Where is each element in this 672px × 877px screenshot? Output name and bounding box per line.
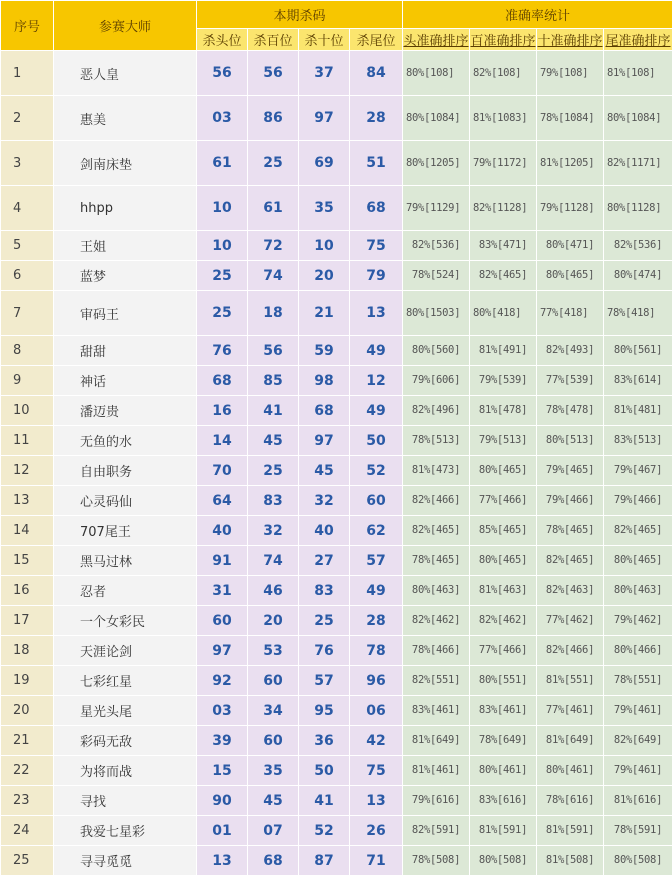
kill-number: 96 xyxy=(350,666,403,696)
table-row xyxy=(1,486,672,516)
kill-number: 49 xyxy=(350,336,403,366)
accuracy-value: 83%[461] xyxy=(470,696,537,726)
kill-number: 71 xyxy=(350,846,403,876)
accuracy-value: 80%[474] xyxy=(604,261,672,291)
accuracy-value: 82%[466] xyxy=(537,636,604,666)
row-index: 21 xyxy=(1,726,54,756)
accuracy-value: 80%[1084] xyxy=(604,96,672,141)
kill-number: 25 xyxy=(248,141,299,186)
kill-number: 25 xyxy=(197,291,248,336)
kill-number: 75 xyxy=(350,756,403,786)
master-name: 星光头尾 xyxy=(54,696,197,726)
master-name: 一个女彩民 xyxy=(54,606,197,636)
accuracy-value: 82%[463] xyxy=(537,576,604,606)
accuracy-value: 83%[614] xyxy=(604,366,672,396)
accuracy-value: 78%[551] xyxy=(604,666,672,696)
kill-number: 70 xyxy=(197,456,248,486)
accuracy-value: 79%[467] xyxy=(604,456,672,486)
kill-number: 78 xyxy=(350,636,403,666)
kill-number: 10 xyxy=(197,186,248,231)
kill-number: 60 xyxy=(197,606,248,636)
accuracy-value: 83%[513] xyxy=(604,426,672,456)
accuracy-value: 78%[508] xyxy=(403,846,470,876)
accuracy-value: 82%[465] xyxy=(403,516,470,546)
header-accuracy-group: 准确率统计 xyxy=(403,1,672,29)
table-row xyxy=(1,816,672,846)
master-name: 寻找 xyxy=(54,786,197,816)
accuracy-value: 82%[649] xyxy=(604,726,672,756)
header-accuracy-col[interactable]: 十准确排序 xyxy=(537,29,604,51)
row-index: 25 xyxy=(1,846,54,876)
accuracy-value: 80%[1503] xyxy=(403,291,470,336)
kill-number: 74 xyxy=(248,546,299,576)
header-master: 参赛大师 xyxy=(54,1,197,51)
table-row xyxy=(1,186,672,231)
accuracy-value: 79%[616] xyxy=(403,786,470,816)
row-index: 12 xyxy=(1,456,54,486)
accuracy-value: 82%[465] xyxy=(537,546,604,576)
kill-number: 34 xyxy=(248,696,299,726)
accuracy-value: 79%[1128] xyxy=(537,186,604,231)
accuracy-value: 82%[493] xyxy=(537,336,604,366)
kill-number: 07 xyxy=(248,816,299,846)
header-kill-col: 杀十位 xyxy=(299,29,350,51)
header-accuracy-col[interactable]: 百准确排序 xyxy=(470,29,537,51)
row-index: 1 xyxy=(1,51,54,96)
kill-number: 62 xyxy=(350,516,403,546)
kill-number: 50 xyxy=(299,756,350,786)
accuracy-value: 80%[465] xyxy=(537,261,604,291)
accuracy-value: 78%[418] xyxy=(604,291,672,336)
accuracy-value: 81%[478] xyxy=(470,396,537,426)
accuracy-value: 80%[561] xyxy=(604,336,672,366)
row-index: 23 xyxy=(1,786,54,816)
table-row xyxy=(1,231,672,261)
kill-number: 25 xyxy=(299,606,350,636)
row-index: 9 xyxy=(1,366,54,396)
kill-number: 76 xyxy=(299,636,350,666)
kill-number: 49 xyxy=(350,396,403,426)
row-index: 8 xyxy=(1,336,54,366)
table-row xyxy=(1,576,672,606)
kill-number: 31 xyxy=(197,576,248,606)
master-name: hhpp xyxy=(54,186,197,231)
table-row xyxy=(1,426,672,456)
master-name: 恶人皇 xyxy=(54,51,197,96)
kill-number: 60 xyxy=(248,726,299,756)
table-row xyxy=(1,606,672,636)
row-index: 3 xyxy=(1,141,54,186)
accuracy-value: 82%[466] xyxy=(403,486,470,516)
accuracy-value: 82%[462] xyxy=(403,606,470,636)
kill-number: 46 xyxy=(248,576,299,606)
table-row xyxy=(1,141,672,186)
kill-number: 40 xyxy=(197,516,248,546)
accuracy-value: 80%[465] xyxy=(604,546,672,576)
accuracy-value: 80%[1084] xyxy=(403,96,470,141)
kill-number: 15 xyxy=(197,756,248,786)
accuracy-value: 82%[108] xyxy=(470,51,537,96)
kill-number: 97 xyxy=(197,636,248,666)
kill-number: 57 xyxy=(299,666,350,696)
kill-number: 86 xyxy=(248,96,299,141)
accuracy-value: 79%[1129] xyxy=(403,186,470,231)
table-row xyxy=(1,516,672,546)
kill-number: 79 xyxy=(350,261,403,291)
kill-number: 68 xyxy=(197,366,248,396)
table-row xyxy=(1,366,672,396)
kill-number: 52 xyxy=(350,456,403,486)
accuracy-value: 78%[616] xyxy=(537,786,604,816)
kill-number: 72 xyxy=(248,231,299,261)
kill-number: 90 xyxy=(197,786,248,816)
row-index: 5 xyxy=(1,231,54,261)
accuracy-value: 78%[513] xyxy=(403,426,470,456)
accuracy-value: 82%[496] xyxy=(403,396,470,426)
kill-number: 64 xyxy=(197,486,248,516)
master-name: 审码王 xyxy=(54,291,197,336)
kill-number: 21 xyxy=(299,291,350,336)
table-row xyxy=(1,456,672,486)
accuracy-value: 82%[551] xyxy=(403,666,470,696)
kill-number: 13 xyxy=(197,846,248,876)
kill-number: 92 xyxy=(197,666,248,696)
kill-number: 25 xyxy=(197,261,248,291)
master-name: 蓝梦 xyxy=(54,261,197,291)
accuracy-value: 78%[465] xyxy=(403,546,470,576)
kill-number: 18 xyxy=(248,291,299,336)
master-name: 心灵码仙 xyxy=(54,486,197,516)
accuracy-value: 79%[513] xyxy=(470,426,537,456)
accuracy-value: 77%[461] xyxy=(537,696,604,726)
kill-number: 14 xyxy=(197,426,248,456)
table-row xyxy=(1,96,672,141)
kill-number: 32 xyxy=(248,516,299,546)
kill-number: 10 xyxy=(299,231,350,261)
accuracy-value: 80%[463] xyxy=(403,576,470,606)
accuracy-value: 77%[418] xyxy=(537,291,604,336)
accuracy-value: 81%[649] xyxy=(403,726,470,756)
accuracy-value: 82%[465] xyxy=(604,516,672,546)
kill-number: 37 xyxy=(299,51,350,96)
kill-number: 45 xyxy=(248,786,299,816)
header-accuracy-col[interactable]: 尾准确排序 xyxy=(604,29,672,51)
kill-number: 83 xyxy=(248,486,299,516)
table-row xyxy=(1,291,672,336)
accuracy-value: 79%[1172] xyxy=(470,141,537,186)
table-row xyxy=(1,396,672,426)
kill-number: 56 xyxy=(197,51,248,96)
table-row xyxy=(1,336,672,366)
table-row xyxy=(1,261,672,291)
accuracy-value: 80%[560] xyxy=(403,336,470,366)
accuracy-value: 83%[461] xyxy=(403,696,470,726)
table-row xyxy=(1,756,672,786)
kill-number: 03 xyxy=(197,696,248,726)
accuracy-value: 81%[508] xyxy=(537,846,604,876)
kill-number: 56 xyxy=(248,51,299,96)
kill-number: 50 xyxy=(350,426,403,456)
accuracy-value: 81%[491] xyxy=(470,336,537,366)
kill-number: 03 xyxy=(197,96,248,141)
accuracy-value: 79%[465] xyxy=(537,456,604,486)
accuracy-value: 83%[616] xyxy=(470,786,537,816)
header-kill-col: 杀头位 xyxy=(197,29,248,51)
master-name: 潘迈贵 xyxy=(54,396,197,426)
accuracy-value: 80%[513] xyxy=(537,426,604,456)
accuracy-value: 82%[462] xyxy=(470,606,537,636)
row-index: 4 xyxy=(1,186,54,231)
row-index: 20 xyxy=(1,696,54,726)
row-index: 19 xyxy=(1,666,54,696)
accuracy-value: 80%[465] xyxy=(470,456,537,486)
kill-number: 06 xyxy=(350,696,403,726)
kill-number: 45 xyxy=(299,456,350,486)
master-name: 惠美 xyxy=(54,96,197,141)
accuracy-value: 80%[461] xyxy=(537,756,604,786)
header-kill-col: 杀尾位 xyxy=(350,29,403,51)
kill-number: 40 xyxy=(299,516,350,546)
table-row xyxy=(1,786,672,816)
kill-number: 41 xyxy=(248,396,299,426)
table-row xyxy=(1,726,672,756)
kill-number: 49 xyxy=(350,576,403,606)
kill-number: 68 xyxy=(299,396,350,426)
kill-number: 28 xyxy=(350,606,403,636)
kill-number: 16 xyxy=(197,396,248,426)
accuracy-value: 80%[471] xyxy=(537,231,604,261)
row-index: 6 xyxy=(1,261,54,291)
table-row xyxy=(1,696,672,726)
accuracy-value: 80%[418] xyxy=(470,291,537,336)
accuracy-value: 81%[591] xyxy=(470,816,537,846)
master-name: 天涯论剑 xyxy=(54,636,197,666)
kill-number: 95 xyxy=(299,696,350,726)
kill-number: 42 xyxy=(350,726,403,756)
master-name: 剑南床垫 xyxy=(54,141,197,186)
accuracy-value: 81%[463] xyxy=(470,576,537,606)
kill-number: 13 xyxy=(350,786,403,816)
accuracy-value: 79%[466] xyxy=(604,486,672,516)
accuracy-value: 79%[461] xyxy=(604,756,672,786)
accuracy-value: 85%[465] xyxy=(470,516,537,546)
row-index: 7 xyxy=(1,291,54,336)
kill-number: 39 xyxy=(197,726,248,756)
accuracy-value: 81%[461] xyxy=(403,756,470,786)
table-body xyxy=(1,51,672,876)
kill-number: 35 xyxy=(248,756,299,786)
accuracy-value: 80%[108] xyxy=(403,51,470,96)
kill-number: 68 xyxy=(350,186,403,231)
accuracy-value: 80%[508] xyxy=(604,846,672,876)
master-name: 甜甜 xyxy=(54,336,197,366)
header-index: 序号 xyxy=(1,1,54,51)
row-index: 14 xyxy=(1,516,54,546)
kill-number: 74 xyxy=(248,261,299,291)
accuracy-value: 81%[1205] xyxy=(537,141,604,186)
kill-number: 60 xyxy=(350,486,403,516)
accuracy-value: 80%[461] xyxy=(470,756,537,786)
kill-number: 97 xyxy=(299,96,350,141)
accuracy-value: 82%[591] xyxy=(403,816,470,846)
row-index: 15 xyxy=(1,546,54,576)
kill-number: 53 xyxy=(248,636,299,666)
kill-number: 25 xyxy=(248,456,299,486)
accuracy-value: 77%[462] xyxy=(537,606,604,636)
accuracy-value: 78%[466] xyxy=(403,636,470,666)
accuracy-value: 78%[649] xyxy=(470,726,537,756)
kill-number: 52 xyxy=(299,816,350,846)
accuracy-value: 80%[508] xyxy=(470,846,537,876)
kill-number: 20 xyxy=(299,261,350,291)
accuracy-value: 79%[606] xyxy=(403,366,470,396)
header-kill-col: 杀百位 xyxy=(248,29,299,51)
row-index: 22 xyxy=(1,756,54,786)
accuracy-value: 78%[478] xyxy=(537,396,604,426)
kill-number: 83 xyxy=(299,576,350,606)
kill-number: 35 xyxy=(299,186,350,231)
accuracy-value: 79%[462] xyxy=(604,606,672,636)
kill-number: 59 xyxy=(299,336,350,366)
row-index: 13 xyxy=(1,486,54,516)
accuracy-value: 78%[591] xyxy=(604,816,672,846)
kill-number: 97 xyxy=(299,426,350,456)
table-row xyxy=(1,546,672,576)
kill-number: 56 xyxy=(248,336,299,366)
kill-number: 28 xyxy=(350,96,403,141)
row-index: 11 xyxy=(1,426,54,456)
kill-number: 10 xyxy=(197,231,248,261)
accuracy-value: 81%[481] xyxy=(604,396,672,426)
master-name: 黑马过林 xyxy=(54,546,197,576)
kill-number: 75 xyxy=(350,231,403,261)
accuracy-value: 78%[465] xyxy=(537,516,604,546)
accuracy-value: 80%[466] xyxy=(604,636,672,666)
accuracy-value: 82%[1171] xyxy=(604,141,672,186)
kill-number: 32 xyxy=(299,486,350,516)
table-row xyxy=(1,51,672,96)
accuracy-value: 82%[536] xyxy=(604,231,672,261)
accuracy-value: 82%[465] xyxy=(470,261,537,291)
kill-number: 76 xyxy=(197,336,248,366)
master-name: 寻寻觅觅 xyxy=(54,846,197,876)
master-name: 七彩红星 xyxy=(54,666,197,696)
kill-number: 01 xyxy=(197,816,248,846)
kill-number: 61 xyxy=(248,186,299,231)
accuracy-value: 81%[473] xyxy=(403,456,470,486)
accuracy-value: 80%[1128] xyxy=(604,186,672,231)
master-name: 忍者 xyxy=(54,576,197,606)
row-index: 18 xyxy=(1,636,54,666)
accuracy-value: 77%[466] xyxy=(470,636,537,666)
accuracy-value: 81%[108] xyxy=(604,51,672,96)
row-index: 17 xyxy=(1,606,54,636)
accuracy-value: 78%[524] xyxy=(403,261,470,291)
kill-number: 13 xyxy=(350,291,403,336)
master-name: 无鱼的水 xyxy=(54,426,197,456)
kill-number: 12 xyxy=(350,366,403,396)
kill-number: 36 xyxy=(299,726,350,756)
kill-number: 61 xyxy=(197,141,248,186)
kill-number: 45 xyxy=(248,426,299,456)
kill-number: 51 xyxy=(350,141,403,186)
kill-number: 85 xyxy=(248,366,299,396)
accuracy-value: 81%[649] xyxy=(537,726,604,756)
table-row xyxy=(1,846,672,876)
row-index: 2 xyxy=(1,96,54,141)
header-kill-group: 本期杀码 xyxy=(197,1,403,29)
accuracy-value: 79%[466] xyxy=(537,486,604,516)
accuracy-value: 80%[1205] xyxy=(403,141,470,186)
accuracy-value: 81%[1083] xyxy=(470,96,537,141)
accuracy-value: 80%[465] xyxy=(470,546,537,576)
master-name: 为将而战 xyxy=(54,756,197,786)
kill-number: 98 xyxy=(299,366,350,396)
master-name: 707尾王 xyxy=(54,516,197,546)
row-index: 24 xyxy=(1,816,54,846)
accuracy-value: 77%[466] xyxy=(470,486,537,516)
kill-number: 69 xyxy=(299,141,350,186)
kill-number: 60 xyxy=(248,666,299,696)
accuracy-value: 82%[1128] xyxy=(470,186,537,231)
master-name: 彩码无敌 xyxy=(54,726,197,756)
kill-number: 68 xyxy=(248,846,299,876)
kill-number: 87 xyxy=(299,846,350,876)
row-index: 16 xyxy=(1,576,54,606)
accuracy-value: 83%[471] xyxy=(470,231,537,261)
kill-number: 20 xyxy=(248,606,299,636)
accuracy-value: 79%[461] xyxy=(604,696,672,726)
master-name: 神话 xyxy=(54,366,197,396)
master-name: 王姐 xyxy=(54,231,197,261)
accuracy-value: 77%[539] xyxy=(537,366,604,396)
kill-number: 91 xyxy=(197,546,248,576)
kill-number: 26 xyxy=(350,816,403,846)
accuracy-value: 80%[551] xyxy=(470,666,537,696)
accuracy-value: 82%[536] xyxy=(403,231,470,261)
master-name: 自由职务 xyxy=(54,456,197,486)
accuracy-value: 80%[463] xyxy=(604,576,672,606)
header-accuracy-col[interactable]: 头准确排序 xyxy=(403,29,470,51)
row-index: 10 xyxy=(1,396,54,426)
accuracy-value: 81%[616] xyxy=(604,786,672,816)
kill-number: 41 xyxy=(299,786,350,816)
table-row xyxy=(1,636,672,666)
table-row xyxy=(1,666,672,696)
accuracy-value: 81%[551] xyxy=(537,666,604,696)
accuracy-value: 81%[591] xyxy=(537,816,604,846)
master-name: 我爱七星彩 xyxy=(54,816,197,846)
accuracy-value: 79%[108] xyxy=(537,51,604,96)
kill-number: 84 xyxy=(350,51,403,96)
kill-number: 57 xyxy=(350,546,403,576)
kill-number: 27 xyxy=(299,546,350,576)
accuracy-value: 78%[1084] xyxy=(537,96,604,141)
accuracy-value: 79%[539] xyxy=(470,366,537,396)
